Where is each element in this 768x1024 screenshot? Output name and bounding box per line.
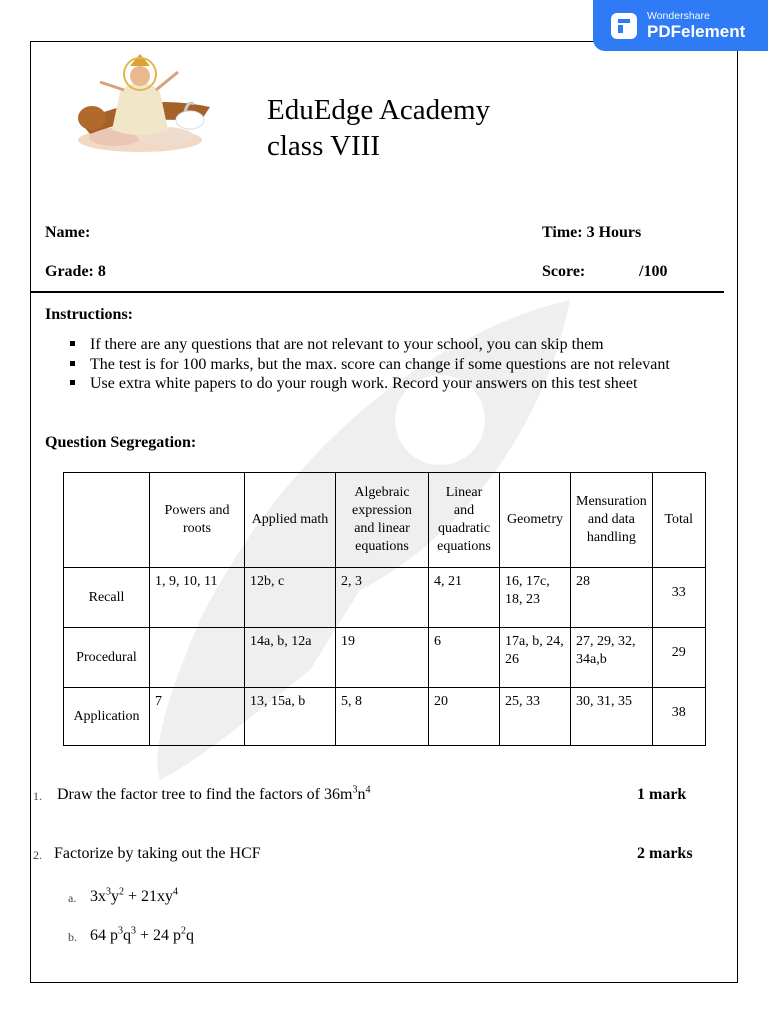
badge-brand-main: PDFelement xyxy=(647,22,746,41)
question-text: Factorize by taking out the HCF xyxy=(54,845,261,862)
goddess-illustration-icon xyxy=(60,52,220,152)
exponent: 2 xyxy=(181,925,187,937)
table-cell: Procedural xyxy=(64,628,150,688)
table-cell: 5, 8 xyxy=(336,688,429,746)
time-label: Time: 3 Hours xyxy=(542,224,642,241)
grade-label: Grade: 8 xyxy=(45,263,106,280)
table-cell: 25, 33 xyxy=(500,688,571,746)
table-header-row xyxy=(64,473,706,568)
table-cell: 17a, b, 24, 26 xyxy=(500,628,571,688)
expr-part: q xyxy=(123,927,131,944)
table-cell: 38 xyxy=(652,688,705,746)
exponent: 4 xyxy=(173,886,179,898)
table-cell: 14a, b, 12a xyxy=(245,628,336,688)
instructions-heading: Instructions: xyxy=(45,306,134,323)
subquestion-expression xyxy=(90,927,194,945)
badge-brand-top: Wondershare xyxy=(647,10,710,22)
question-marks: 1 mark xyxy=(637,786,687,803)
segregation-heading: Question Segregation: xyxy=(45,434,197,451)
table-cell: 28 xyxy=(571,568,653,628)
name-label: Name: xyxy=(45,224,91,241)
table-cell: 13, 15a, b xyxy=(245,688,336,746)
question-segregation-table xyxy=(63,472,706,746)
question-text-mid: n xyxy=(357,786,366,803)
question-text-main: Draw the factor tree to find the factors of 36m xyxy=(57,786,353,803)
exponent: 3 xyxy=(106,886,111,898)
instruction-item: Use extra white papers to do your rough work. Record your answers on this test sheet xyxy=(70,374,670,394)
subquestion-expression xyxy=(90,888,178,906)
score-total: /100 xyxy=(639,263,668,280)
expr-part: y xyxy=(111,888,119,905)
score-label: Score: xyxy=(542,263,586,280)
table-header: Powers and roots xyxy=(150,473,245,568)
exponent: 3 xyxy=(118,925,123,937)
instruction-item: If there are any questions that are not relevant to your school, you can skip them xyxy=(70,335,670,355)
expr-part: q xyxy=(186,927,195,944)
table-cell: 29 xyxy=(652,628,705,688)
table-cell: 6 xyxy=(429,628,500,688)
table-row xyxy=(64,688,706,746)
class-name: class VIII xyxy=(267,130,381,162)
table-header: Total xyxy=(652,473,705,568)
expr-part: + 24 p xyxy=(136,927,182,944)
table-cell: 2, 3 xyxy=(336,568,429,628)
table-header: Applied math xyxy=(245,473,336,568)
instructions-list xyxy=(70,335,670,394)
exponent: 3 xyxy=(131,925,136,937)
school-name: EduEdge Academy xyxy=(267,94,491,126)
subquestion-label: b. xyxy=(68,930,77,944)
exponent: 4 xyxy=(365,784,371,796)
exponent: 3 xyxy=(352,784,358,796)
table-cell: 4, 21 xyxy=(429,568,500,628)
header-divider xyxy=(30,291,724,293)
expr-part: 3x xyxy=(90,888,106,905)
table-header xyxy=(64,473,150,568)
table-header: Mensuration and data handling xyxy=(571,473,653,568)
question-marks: 2 marks xyxy=(637,845,693,862)
table-cell: 12b, c xyxy=(245,568,336,628)
pdfelement-badge[interactable] xyxy=(593,0,768,51)
table-cell: 20 xyxy=(429,688,500,746)
table-row xyxy=(64,628,706,688)
table-cell: 7 xyxy=(150,688,245,746)
school-title xyxy=(267,92,490,164)
table-cell: Recall xyxy=(64,568,150,628)
subquestion-label: a. xyxy=(68,891,77,905)
exponent: 2 xyxy=(119,886,124,898)
table-cell: 30, 31, 35 xyxy=(571,688,653,746)
table-cell: Application xyxy=(64,688,150,746)
expr-part: + 21xy xyxy=(124,888,174,905)
question-text xyxy=(57,786,370,804)
table-cell: 33 xyxy=(652,568,705,628)
table-cell: 16, 17c, 18, 23 xyxy=(500,568,571,628)
pdfelement-logo-icon xyxy=(611,13,637,39)
question-number: 2. xyxy=(33,848,42,862)
table-cell xyxy=(150,628,245,688)
instruction-item: The test is for 100 marks, but the max. score can change if some questions are not relevant xyxy=(70,355,670,375)
table-header: Algebraic expression and linear equations xyxy=(336,473,429,568)
table-header: Linear and quadratic equations xyxy=(429,473,500,568)
table-header: Geometry xyxy=(500,473,571,568)
table-cell: 27, 29, 32, 34a,b xyxy=(571,628,653,688)
table-row xyxy=(64,568,706,628)
question-number: 1. xyxy=(33,789,42,803)
table-cell: 19 xyxy=(336,628,429,688)
expr-part: 64 p xyxy=(90,927,118,944)
table-cell: 1, 9, 10, 11 xyxy=(150,568,245,628)
